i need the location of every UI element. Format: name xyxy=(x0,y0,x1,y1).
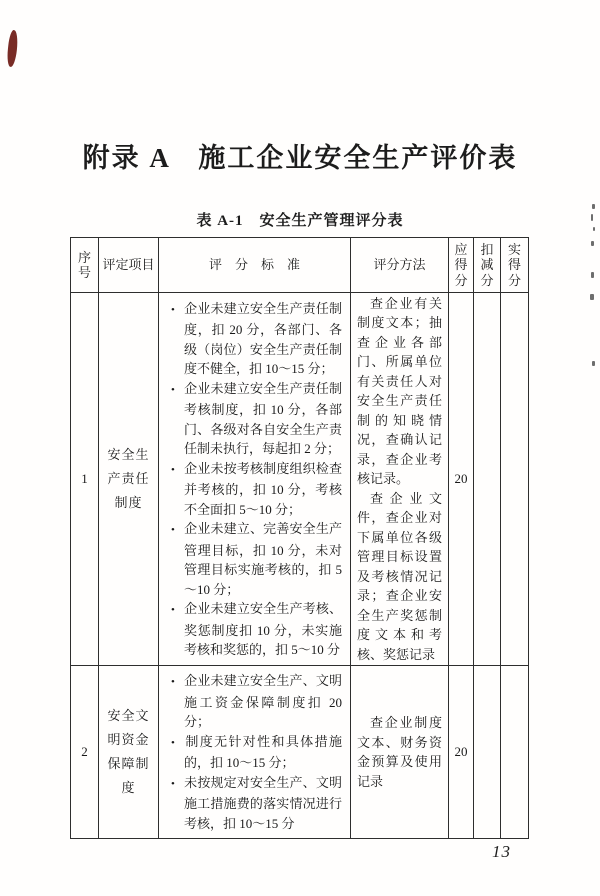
bullet-icon: • xyxy=(171,524,175,536)
ink-blot-artifact xyxy=(6,30,19,68)
table-row xyxy=(71,293,529,666)
col-header-no: 序号 xyxy=(71,238,99,293)
bullet-icon: • xyxy=(171,736,175,749)
criteria-bullet xyxy=(171,459,342,520)
due-score: 20 xyxy=(449,666,474,839)
scan-speck xyxy=(591,272,594,278)
due-score: 20 xyxy=(449,293,474,666)
actual-score xyxy=(501,666,529,839)
criteria-bullet xyxy=(171,599,342,660)
scoring-criteria xyxy=(159,666,351,839)
bullet-icon: • xyxy=(171,777,175,790)
bullet-icon: • xyxy=(171,676,175,688)
scoring-method xyxy=(351,666,449,839)
row-number: 2 xyxy=(71,666,99,839)
col-header-due-score: 应得分 xyxy=(449,238,474,293)
criteria-text: 企业未建立、完善安全生产管理目标，扣 10 分，未对管理目标实施考核的，扣 5～10 分； xyxy=(184,521,342,597)
criteria-bullet xyxy=(171,379,342,459)
method-paragraph: 查企业文件，查企业对下属单位各级管理目标设置及考核情况记录；查企业安全生产奖惩制度文本和考核、奖惩记录 xyxy=(357,490,442,662)
appendix-title: 附录 A 施工企业安全生产评价表 xyxy=(82,143,518,173)
criteria-bullet xyxy=(171,299,342,379)
criteria-bullet xyxy=(171,519,342,599)
col-header-deduct-score: 扣减分 xyxy=(474,238,501,293)
criteria-bullet xyxy=(171,773,342,834)
scoring-method xyxy=(351,293,449,666)
page-number: 13 xyxy=(492,842,511,861)
criteria-bullet xyxy=(171,671,342,732)
criteria-text: 企业未建立安全生产责任制度，扣 20 分，各部门、各级（岗位）安全生产责任制度不健全，扣 10～15 分； xyxy=(184,300,342,376)
bullet-icon: • xyxy=(171,604,175,616)
row-number: 1 xyxy=(71,293,99,666)
criteria-text: 制度无针对性和具体措施的，扣 10～15 分； xyxy=(184,733,342,770)
criteria-text: 企业未按考核制度组织检查并考核的，扣 10 分，考核不全面扣 5～10 分； xyxy=(184,460,342,517)
criteria-text: 未按规定对安全生产、文明施工措施费的落实情况进行考核，扣 10～15 分 xyxy=(184,774,342,831)
bullet-icon: • xyxy=(171,303,175,316)
col-header-actual-score: 实得分 xyxy=(501,238,529,293)
bullet-icon: • xyxy=(171,463,175,476)
table-caption: 表 A-1 安全生产管理评分表 xyxy=(196,213,404,229)
method-paragraph: 查企业制度文本、财务资金预算及使用记录 xyxy=(357,715,442,789)
criteria-list xyxy=(159,671,350,833)
criteria-text: 企业未建立安全生产责任制考核制度，扣 10 分，各部门、各级对各自安全生产责任制未执行，每起扣 2 分； xyxy=(184,380,342,456)
evaluation-item: 安全生产责任制度 xyxy=(99,293,159,666)
criteria-text: 企业未建立安全生产考核、奖惩制度扣 10 分，未实施考核和奖惩的，扣 5～10 分 xyxy=(184,601,342,657)
header-row xyxy=(71,238,529,293)
deduct-score xyxy=(474,293,501,666)
scan-speck xyxy=(590,294,594,300)
bullet-icon: • xyxy=(171,383,175,396)
score-table xyxy=(70,237,529,839)
col-header-item: 评定项目 xyxy=(99,238,159,293)
criteria-text: 企业未建立安全生产、文明施工资金保障制度扣 20 分； xyxy=(184,673,342,729)
evaluation-item: 安全文明资金保障制度 xyxy=(99,666,159,839)
scan-speck xyxy=(591,241,594,246)
scoring-criteria xyxy=(159,293,351,666)
col-header-method: 评分方法 xyxy=(351,238,449,293)
scan-speck xyxy=(592,361,595,366)
actual-score xyxy=(501,293,529,666)
criteria-bullet xyxy=(171,732,342,773)
col-header-criteria: 评 分 标 准 xyxy=(159,238,351,293)
deduct-score xyxy=(474,666,501,839)
table-row xyxy=(71,666,529,839)
method-paragraph: 查企业有关制度文本；抽查企业各部门、所属单位有关责任人对安全生产责任制的知晓情况，查确认记录，查企业考核记录。 xyxy=(357,295,442,487)
criteria-list xyxy=(159,299,350,660)
